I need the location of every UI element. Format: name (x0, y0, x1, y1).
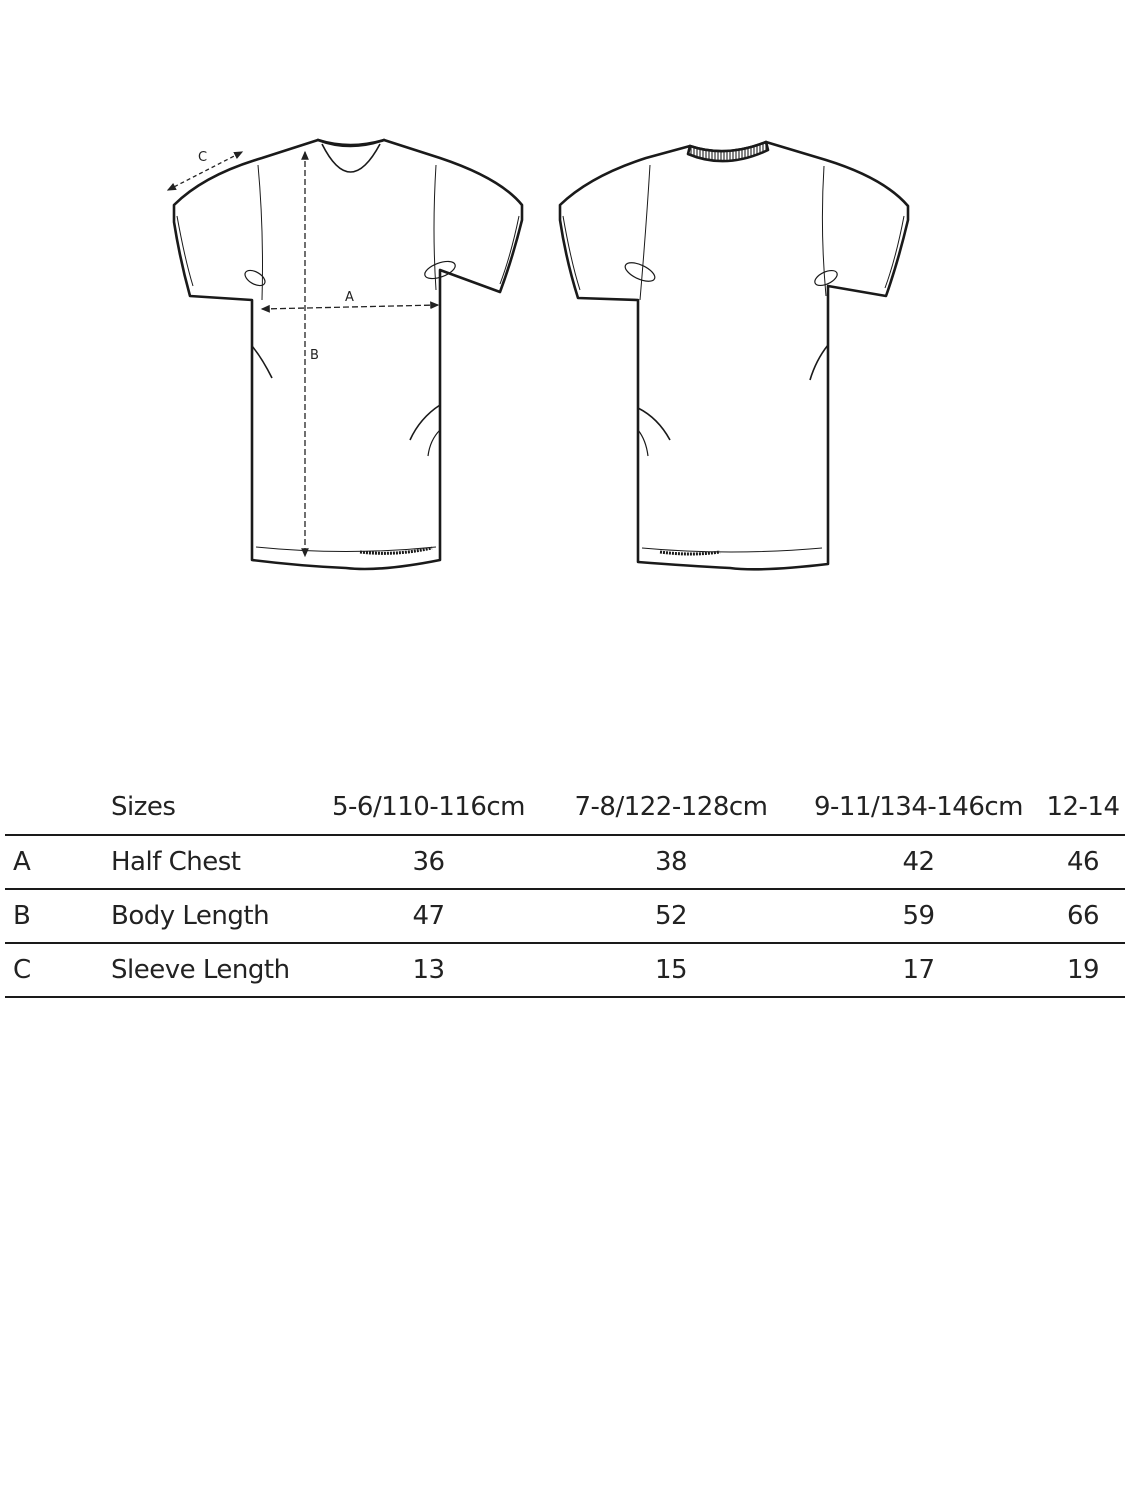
row-value: 38 (546, 835, 796, 889)
tshirt-front (174, 140, 522, 569)
label-b: B (310, 348, 319, 363)
row-name: Sleeve Length (111, 943, 311, 997)
row-value: 46 (1041, 835, 1125, 889)
row-value: 13 (311, 943, 546, 997)
table-row (5, 889, 1125, 943)
row-value: 52 (546, 889, 796, 943)
label-c: C (198, 150, 208, 165)
row-name: Body Length (111, 889, 311, 943)
tshirt-back (560, 142, 908, 569)
row-value: 17 (796, 943, 1041, 997)
row-value: 15 (546, 943, 796, 997)
size-chart-table (5, 780, 1125, 998)
table-header-size-1: 5-6/110-116cm (332, 792, 525, 822)
row-key: B (5, 889, 111, 943)
row-key: C (5, 943, 111, 997)
table-row (5, 943, 1125, 997)
table-header-size-4: 12-14 (1046, 792, 1120, 822)
table-header-cell (5, 780, 111, 835)
tshirt-diagram (0, 0, 1125, 620)
table-header-row (5, 780, 1125, 835)
row-value: 42 (796, 835, 1041, 889)
table-header-size-2: 7-8/122-128cm (574, 792, 768, 822)
table-header-size-3: 9-11/134-146cm (813, 792, 1024, 822)
label-a: A (345, 290, 354, 305)
row-value: 59 (796, 889, 1041, 943)
table-header-sizes: Sizes (111, 792, 176, 822)
row-value: 47 (311, 889, 546, 943)
row-value: 36 (311, 835, 546, 889)
row-name: Half Chest (111, 835, 311, 889)
row-key: A (5, 835, 111, 889)
table-row (5, 835, 1125, 889)
row-value: 66 (1041, 889, 1125, 943)
row-value: 19 (1041, 943, 1125, 997)
